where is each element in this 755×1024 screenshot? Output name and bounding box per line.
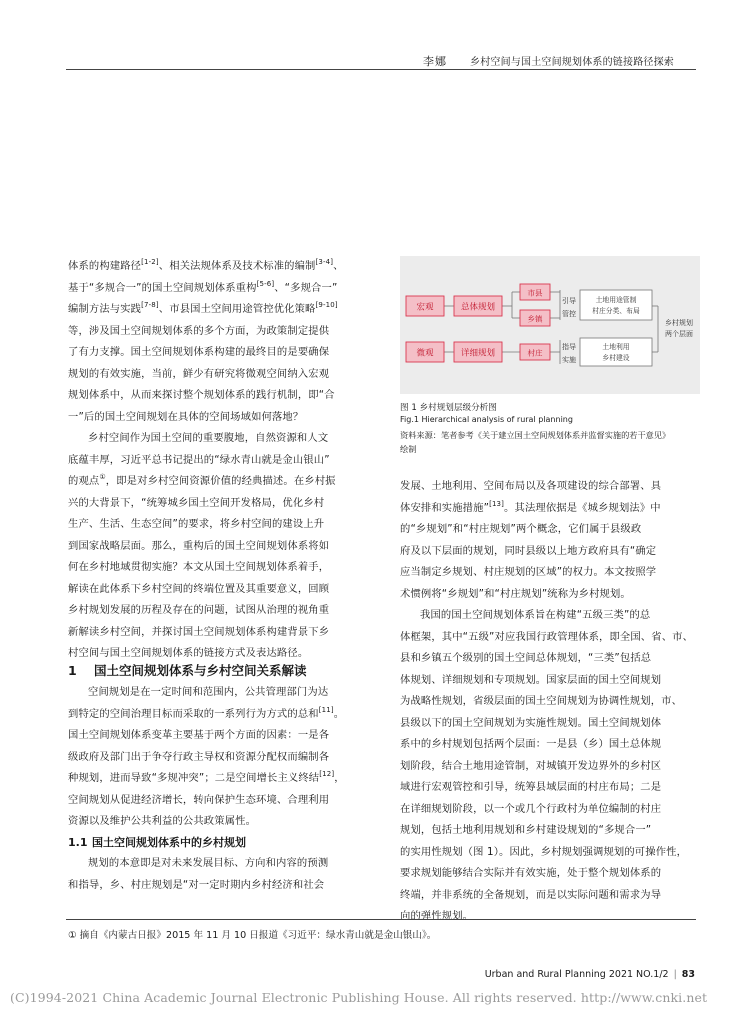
- text-segment: 兴的大背景下，“统筹城乡国土空间开发格局，优化乡村: [68, 496, 325, 509]
- text-line: [68, 579, 377, 601]
- text-line: [68, 428, 377, 450]
- text-segment: 底蕴丰厚，习近平总书记提出的“绿水青山就是金山银山”: [68, 453, 330, 466]
- text-line: [68, 471, 377, 493]
- village-layout-label: 村庄分类、布局: [592, 307, 640, 315]
- text-segment: 体安排和实施措施”: [400, 501, 490, 514]
- right-column-text: [400, 476, 700, 928]
- citation-superscript: [3-4]: [315, 258, 334, 266]
- text-line: [68, 622, 377, 644]
- text-segment: 体系的构建路径: [68, 260, 142, 272]
- text-segment: 的“乡规划”和“村庄规划”两个概念，它们属于县级政: [400, 523, 642, 535]
- text-line: [400, 820, 700, 842]
- land-use-control-label: 土地用途管制: [595, 296, 637, 304]
- text-segment: 解读在此体系下乡村空间的终端位置及其重要意义，回顾: [68, 582, 330, 595]
- text-segment: 到特定的空间治理目标而采取的一系列行为方式的总和: [68, 707, 319, 720]
- header-rule: [66, 69, 696, 70]
- text-segment: 空间规划从促进经济增长，转向保护生态环境、合理利用: [68, 793, 330, 806]
- section-title: 国土空间规划体系与乡村空间关系解读: [94, 663, 307, 678]
- section-1-1-heading: [68, 834, 246, 850]
- city-county-label: 市县: [527, 288, 543, 298]
- journal-name: Urban and Rural Planning 2021 NO.1/2: [484, 969, 669, 980]
- text-line: [68, 704, 377, 726]
- micro-label: 微观: [416, 348, 434, 359]
- citation-superscript: ①: [99, 473, 106, 481]
- text-line: [68, 299, 377, 321]
- text-line: [68, 364, 377, 386]
- text-line: [68, 747, 377, 769]
- rural-plan-label: 乡村规划: [665, 319, 693, 327]
- guidance-label: 指导: [562, 343, 576, 351]
- text-segment: 一”后的国土空间规划在具体的空间场域如何落地？: [68, 410, 304, 423]
- rural-planning-hierarchy-diagram: [400, 256, 700, 394]
- text-segment: 县和乡镇五个级别的国土空间总体规划，“三类”包括总: [400, 652, 652, 664]
- citation-superscript: [7-8]: [141, 301, 159, 309]
- header-author: 李娜: [423, 55, 447, 68]
- township-label: 乡镇: [527, 314, 543, 324]
- text-segment: 国土空间规划体系变革主要基于两个方面的因素：一是各: [68, 729, 330, 741]
- text-line: [400, 498, 700, 520]
- text-segment: 为战略性规划，省级层面的国土空间规划为协调性规划，市、: [400, 695, 683, 707]
- text-segment: 的观点: [68, 475, 100, 487]
- citation-superscript: [11]: [318, 705, 334, 714]
- text-segment: 、“多规合一”: [274, 281, 338, 294]
- text-line: [68, 278, 377, 300]
- text-segment: 和指导，乡、村庄规划是“对一定时期内乡村经济和社会: [68, 878, 325, 891]
- text-line: [68, 811, 377, 833]
- text-line: [400, 584, 700, 606]
- text-segment: 种规划，进而导致“多规冲突”；二是空间增长主义终结: [68, 772, 320, 784]
- text-line: [400, 799, 700, 821]
- text-segment: 应当制定乡规划、村庄规划的区域”的权力。本文按照学: [400, 566, 657, 578]
- text-segment: 、相关法规体系及技术标准的编制: [158, 260, 316, 272]
- left-body-paragraphs: [68, 256, 377, 665]
- text-line: [400, 842, 700, 864]
- text-line: [400, 519, 700, 541]
- control-label: 管控: [562, 310, 576, 318]
- text-segment: 体规划、详细规划和专项规划。国家层面的国土空间规划: [400, 673, 662, 686]
- text-segment: 的实用性规划（图 1）。因此，乡村规划强调规划的可操作性，: [400, 845, 688, 858]
- text-line: [68, 385, 377, 407]
- text-segment: 到国家战略层面。那么，重构后的国土空间规划体系将如: [68, 539, 330, 552]
- text-segment: 何在乡村地域贯彻实施？本文从国土空间规划体系着手，: [68, 561, 330, 573]
- figure-1-diagram: [400, 256, 700, 394]
- text-segment: 要求规划能够结合实际并有效实施，处于整个规划体系的: [400, 867, 662, 879]
- text-line: [68, 600, 377, 622]
- header-article-title: 乡村空间与国土空间规划体系的链接路径探索: [470, 57, 674, 68]
- village-label: 村庄: [527, 348, 543, 358]
- text-line: [68, 493, 377, 515]
- text-line: [68, 725, 377, 747]
- journal-footer: [485, 969, 695, 980]
- text-segment: 体框架，其中“五级”对应我国行政管理体系，即全国、省、市、: [400, 630, 694, 643]
- text-line: [400, 713, 700, 735]
- text-segment: 发展、土地利用、空间布局以及各项建设的综合部署、具: [400, 480, 662, 492]
- text-segment: 我国的国土空间规划体系旨在构建“五级三类”的总: [420, 609, 651, 621]
- text-segment: 规划体系中，从而来探讨整个规划体系的践行机制，即“合: [68, 389, 335, 401]
- figure-caption-en: Fig.1 Hierarchical analysis of rural planning: [400, 415, 573, 424]
- text-segment: 规划的本意即是对未来发展目标、方向和内容的预测: [88, 857, 329, 869]
- macro-label: 宏观: [416, 302, 434, 313]
- implement-label: 实施: [562, 356, 576, 364]
- guide-label: 引导: [562, 297, 576, 305]
- text-line: [68, 407, 377, 429]
- section-1-body: [68, 682, 377, 833]
- text-line: [400, 691, 700, 713]
- text-segment: 。: [333, 707, 345, 720]
- text-line: [68, 514, 377, 536]
- text-line: [68, 682, 377, 704]
- text-line: [400, 670, 700, 692]
- text-segment: 终端，并非系统的全备规划，而是以实际问题和需求为导: [400, 888, 662, 901]
- text-segment: 基于“多规合一”的国土空间规划体系重构: [68, 281, 257, 294]
- text-line: [68, 768, 377, 790]
- text-line: [68, 450, 377, 472]
- text-line: [68, 557, 377, 579]
- text-segment: 新解读乡村空间，并探讨国土空间规划体系构建背景下乡: [68, 625, 330, 638]
- text-segment: 乡村空间作为国土空间的重要腹地，自然资源和人文: [88, 432, 329, 444]
- text-line: [68, 536, 377, 558]
- text-segment: 资源以及维护公共利益的公共政策属性。: [68, 815, 257, 827]
- section-number: 1: [68, 663, 77, 678]
- text-line: [68, 853, 377, 875]
- subsection-title: 国土空间规划体系中的乡村规划: [92, 836, 246, 849]
- text-segment: 划阶段，结合土地用途管制，对城镇开发边界外的乡村区: [400, 759, 662, 772]
- two-levels-label: 两个层面: [665, 330, 693, 338]
- text-segment: 域进行宏观管控和引导，统筹县域层面的村庄布局；二是: [400, 781, 662, 793]
- text-line: [400, 541, 700, 563]
- figure-source-line-2: 绘制: [400, 444, 417, 454]
- text-line: [400, 648, 700, 670]
- text-line: [68, 342, 377, 364]
- text-line: [400, 906, 700, 928]
- text-line: [400, 562, 700, 584]
- text-segment: ，: [334, 772, 345, 784]
- footnote: ① 摘自《内蒙古日报》2015 年 11 月 10 日报道《习近平：绿水青山就是金山银山》。: [68, 930, 437, 941]
- text-line: [400, 756, 700, 778]
- text-line: [400, 605, 700, 627]
- page-number: 83: [681, 969, 695, 980]
- text-segment: 府及以下层面的规划，同时县级以上地方政府具有“确定: [400, 544, 657, 557]
- text-line: [68, 875, 377, 897]
- text-segment: 村空间与国土空间规划体系的链接方式及表达路径。: [68, 647, 309, 659]
- section-1-1-body: [68, 853, 377, 896]
- citation-superscript: [12]: [319, 770, 335, 778]
- text-segment: 了有力支撑。国土空间规划体系构建的最终目的是要确保: [68, 346, 330, 358]
- detailed-plan-label: 详细规划: [460, 348, 496, 359]
- figure-caption-cn: 图 1 乡村规划层级分析图: [400, 403, 497, 413]
- text-line: [400, 476, 700, 498]
- text-line: [68, 790, 377, 812]
- text-segment: 系中的乡村规划包括两个层面：一是县（乡）国土总体规: [400, 738, 662, 750]
- text-segment: 等，涉及国土空间规划体系的多个方面，为政策制定提供: [68, 324, 330, 337]
- figure-source-line-1: 资料来源：笔者参考《关于建立国土空间规划体系并监督实施的若干意见》: [400, 430, 671, 440]
- citation-superscript: [5-6]: [256, 279, 275, 288]
- text-line: [400, 885, 700, 907]
- left-column-text: [68, 256, 377, 665]
- text-segment: 、: [333, 260, 344, 272]
- text-segment: 空间规划是在一定时间和范围内，公共管理部门为达: [88, 686, 329, 698]
- master-plan-label: 总体规划: [460, 302, 496, 313]
- text-segment: 级政府及部门出于争夺行政主导权和资源分配权而编制各: [68, 750, 330, 763]
- copyright-watermark: (C)1994-2021 China Academic Journal Electronic Publishing House. All rights reserved. http://www.cnki.net: [10, 990, 708, 1005]
- text-line: [68, 256, 377, 278]
- text-segment: 县级以下的国土空间规划为实施性规划。国土空间规划体: [400, 716, 662, 729]
- text-segment: ，即是对乡村空间资源价值的经典描述。在乡村振: [105, 475, 336, 487]
- subsection-number: 1.1: [68, 836, 88, 849]
- text-segment: 术惯例将“乡规划”和“村庄规划”统称为乡村规划。: [400, 587, 631, 600]
- text-line: [68, 321, 377, 343]
- footnote-rule: [66, 919, 696, 920]
- section-1-heading: [68, 661, 307, 679]
- text-line: [400, 777, 700, 799]
- citation-superscript: [9-10]: [315, 301, 338, 309]
- text-line: [400, 863, 700, 885]
- text-segment: 规划，包括土地利用规划和乡村建设规划的“多规合一”: [400, 824, 652, 836]
- citation-superscript: [1-2]: [141, 258, 159, 266]
- rural-construction-label: 乡村建设: [602, 354, 630, 362]
- footer-separator: |: [673, 969, 677, 980]
- text-segment: 编制方法与实践: [68, 303, 142, 315]
- text-segment: 向的弹性规划。: [400, 910, 474, 922]
- text-segment: 。其法理依据是《城乡规划法》中: [504, 501, 661, 514]
- text-segment: 、市县国土空间用途管控优化策略: [158, 303, 316, 315]
- text-line: [400, 627, 700, 649]
- land-use-plan-label: 土地利用: [602, 343, 630, 351]
- citation-superscript: [13]: [489, 499, 505, 508]
- text-segment: 在详细规划阶段，以一个或几个行政村为单位编制的村庄: [400, 802, 662, 815]
- text-segment: 生产、生活、生态空间”的要求，将乡村空间的建设上升: [68, 518, 325, 530]
- text-segment: 乡村规划发展的历程及存在的问题，试图从治理的视角重: [68, 604, 330, 616]
- text-segment: 规划的有效实施，当前，鲜少有研究将微观空间纳入宏观: [68, 367, 330, 380]
- text-line: [400, 734, 700, 756]
